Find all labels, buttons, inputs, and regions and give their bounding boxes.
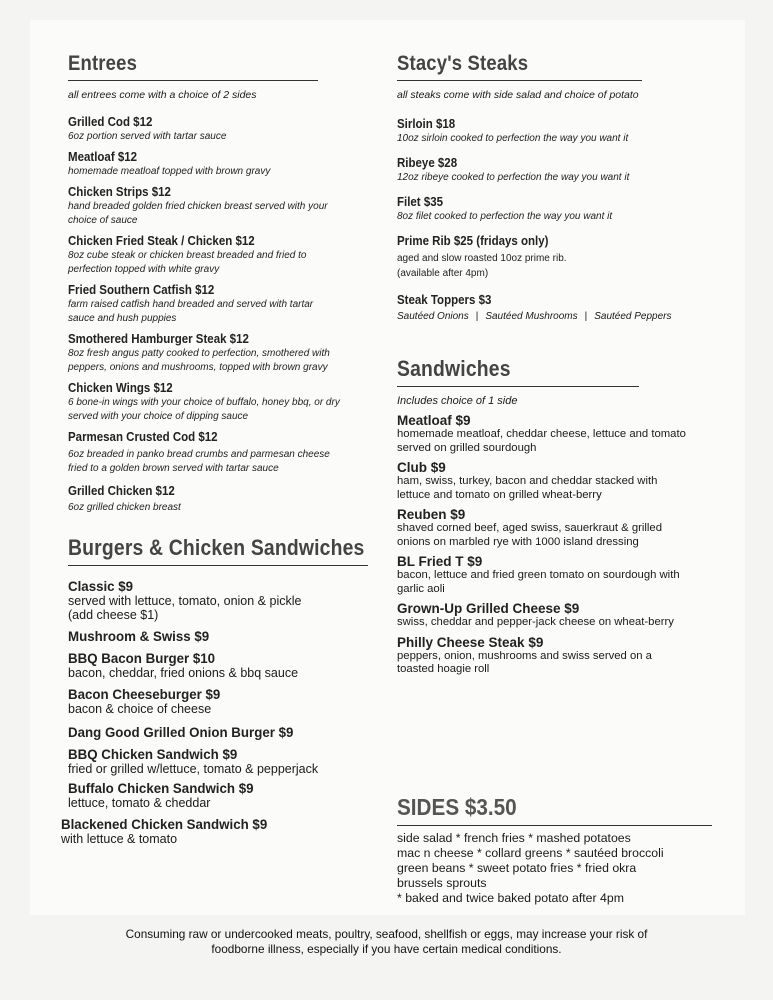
burger-item (68, 578, 368, 622)
entree-desc: farm raised catfish hand breaded and served with tartar sauce and hush puppies (68, 299, 314, 324)
entree-name: Grilled Chicken $12 (68, 484, 175, 498)
sandwich-item (397, 413, 727, 455)
burger-desc: served with lettuce, tomato, onion & pickle (68, 594, 302, 608)
food-safety-notice (60, 927, 713, 957)
entree-name: Chicken Strips $12 (68, 185, 171, 199)
entree-name: Chicken Wings $12 (68, 381, 173, 395)
entree-name: Smothered Hamburger Steak $12 (68, 332, 249, 346)
steak-name: Prime Rib $25 (fridays only) (397, 234, 549, 248)
topper-option: Sautéed Onions (397, 311, 469, 322)
sides-line: green beans * sweet potato fries * fried okra (397, 861, 637, 875)
steak-item (397, 117, 727, 146)
entree-desc: 6 bone-in wings with your choice of buffalo, honey bbq, or dry served with your choice of dipping sauce (68, 397, 340, 422)
burger-desc: lettuce, tomato & cheddar (68, 796, 211, 810)
steak-desc: 12oz ribeye cooked to perfection the way you want it (397, 172, 630, 183)
entree-item (68, 283, 368, 326)
entree-item (68, 430, 368, 476)
burger-desc-extra: (add cheese $1) (68, 608, 159, 622)
steak-name: Ribeye $28 (397, 156, 458, 170)
burger-item (68, 650, 368, 680)
toppers-name: Steak Toppers $3 (397, 293, 492, 307)
burger-item (68, 686, 368, 716)
burger-name: Classic $9 (68, 578, 134, 594)
sandwich-desc: shaved corned beef, aged swiss, sauerkraut & grilled onions on marbled rye with 1000 island dressing (397, 522, 662, 548)
entrees-section (68, 52, 368, 515)
burger-item (61, 816, 368, 846)
burger-name: Dang Good Grilled Onion Burger $9 (68, 724, 294, 740)
left-column (61, 52, 368, 846)
steaks-section (397, 52, 727, 322)
sandwiches-rule (397, 386, 639, 387)
notice-line: foodborne illness, especially if you have certain medical conditions. (211, 942, 562, 956)
entree-desc: homemade meatloaf topped with brown gravy (68, 166, 271, 177)
sides-line: brussels sprouts (397, 876, 487, 890)
steaks-rule (397, 80, 642, 81)
entrees-rule (68, 80, 318, 81)
burger-name: Bacon Cheeseburger $9 (68, 686, 221, 702)
sandwich-item (397, 460, 727, 502)
entrees-note: all entrees come with a choice of 2 sides (68, 89, 257, 101)
sandwich-desc: bacon, lettuce and fried green tomato on sourdough with garlic aoli (397, 569, 680, 595)
topper-option: Sautéed Mushrooms (485, 311, 578, 322)
burger-item (68, 628, 368, 644)
sandwiches-section (397, 356, 727, 677)
entree-item (68, 381, 368, 424)
topper-separator: | (475, 311, 479, 322)
entree-name: Fried Southern Catfish $12 (68, 283, 215, 297)
steak-item (397, 156, 727, 185)
entree-name: Chicken Fried Steak / Chicken $12 (68, 234, 255, 248)
burgers-rule (68, 565, 368, 566)
burger-name: BBQ Bacon Burger $10 (68, 650, 216, 666)
entree-desc: hand breaded golden fried chicken breast served with your choice of sauce (68, 201, 328, 226)
entrees-title: Entrees (68, 52, 138, 75)
burger-item (68, 780, 368, 810)
steak-name: Filet $35 (397, 195, 444, 209)
burger-name: Blackened Chicken Sandwich $9 (61, 816, 268, 832)
entree-item (68, 185, 368, 228)
sandwich-item (397, 554, 727, 596)
burger-item (68, 724, 368, 740)
sandwich-desc: homemade meatloaf, cheddar cheese, lettuce and tomato served on grilled sourdough (397, 428, 686, 454)
entree-desc: 8oz fresh angus patty cooked to perfection, smothered with peppers, onions and mushrooms, topped with brown gravy (68, 348, 330, 373)
sides-line: * baked and twice baked potato after 4pm (397, 891, 624, 905)
sandwiches-note: Includes choice of 1 side (397, 395, 518, 407)
burger-name: Mushroom & Swiss $9 (68, 628, 210, 644)
steaks-title: Stacy's Steaks (397, 52, 529, 75)
sandwich-name: Reuben $9 (397, 507, 466, 522)
entree-item (68, 332, 368, 375)
sandwich-name: BL Fried T $9 (397, 554, 483, 569)
topper-option: Sautéed Peppers (594, 311, 672, 322)
sides-rule (397, 825, 712, 826)
sides-title: SIDES $3.50 (397, 794, 517, 820)
steak-item (397, 234, 727, 281)
sandwich-name: Grown-Up Grilled Cheese $9 (397, 601, 580, 616)
sides-line: mac n cheese * collard greens * sautéed broccoli (397, 846, 664, 860)
burger-name: Buffalo Chicken Sandwich $9 (68, 780, 254, 796)
sandwich-desc: swiss, cheddar and pepper-jack cheese on wheat-berry (397, 616, 674, 628)
steak-desc: 8oz filet cooked to perfection the way you want it (397, 211, 613, 222)
entree-item (68, 234, 368, 277)
entree-desc: 8oz cube steak or chicken breast breaded and fried to perfection topped with white gravy (68, 250, 307, 275)
sandwich-name: Club $9 (397, 460, 446, 475)
sandwich-name: Philly Cheese Steak $9 (397, 634, 544, 650)
steak-desc-extra: (available after 4pm) (397, 268, 489, 279)
burger-name: BBQ Chicken Sandwich $9 (68, 746, 238, 762)
steak-desc: aged and slow roasted 10oz prime rib. (397, 253, 567, 264)
steaks-note: all steaks come with side salad and choice of potato (397, 89, 639, 101)
burger-item (68, 746, 368, 776)
burger-desc: fried or grilled w/lettuce, tomato & pepperjack (68, 762, 319, 776)
right-column (397, 52, 727, 905)
sandwich-name: Meatloaf $9 (397, 413, 471, 428)
entree-desc: 6oz portion served with tartar sauce (68, 131, 227, 142)
sandwiches-title: Sandwiches (397, 356, 511, 381)
topper-separator: | (584, 311, 588, 322)
sandwich-desc: ham, swiss, turkey, bacon and cheddar stacked with lettuce and tomato on grilled wheat-berry (397, 475, 658, 501)
entree-name: Parmesan Crusted Cod $12 (68, 430, 218, 444)
sides-line: side salad * french fries * mashed potatoes (397, 831, 631, 845)
sides-section (397, 794, 717, 906)
entree-item (68, 150, 368, 179)
entree-name: Grilled Cod $12 (68, 115, 153, 129)
entree-item (68, 115, 368, 144)
burgers-title: Burgers & Chicken Sandwiches (68, 535, 365, 560)
sandwich-item (397, 507, 727, 549)
sides-list (397, 831, 717, 906)
entree-name: Meatloaf $12 (68, 150, 138, 164)
entree-desc: 6oz breaded in panko bread crumbs and parmesan cheese fried to a golden brown served with tartar sauce (68, 449, 330, 474)
burger-desc: with lettuce & tomato (61, 832, 178, 846)
steak-item (397, 195, 727, 224)
toppers-options (397, 311, 727, 322)
burger-desc: bacon & choice of cheese (68, 702, 212, 716)
steak-toppers (397, 293, 727, 322)
sandwich-desc: peppers, onion, mushrooms and swiss served on a toasted hoagie roll (397, 649, 652, 675)
notice-line: Consuming raw or undercooked meats, poultry, seafood, shellfish or eggs, may increase your risk of (125, 927, 648, 941)
burgers-section (61, 535, 368, 846)
burger-desc: bacon, cheddar, fried onions & bbq sauce (68, 666, 299, 680)
sandwich-item (397, 635, 727, 677)
steak-name: Sirloin $18 (397, 117, 456, 131)
entree-item (68, 484, 368, 515)
entree-desc: 6oz grilled chicken breast (68, 502, 181, 513)
steak-desc: 10oz sirloin cooked to perfection the way you want it (397, 133, 629, 144)
sandwich-item (397, 601, 727, 630)
